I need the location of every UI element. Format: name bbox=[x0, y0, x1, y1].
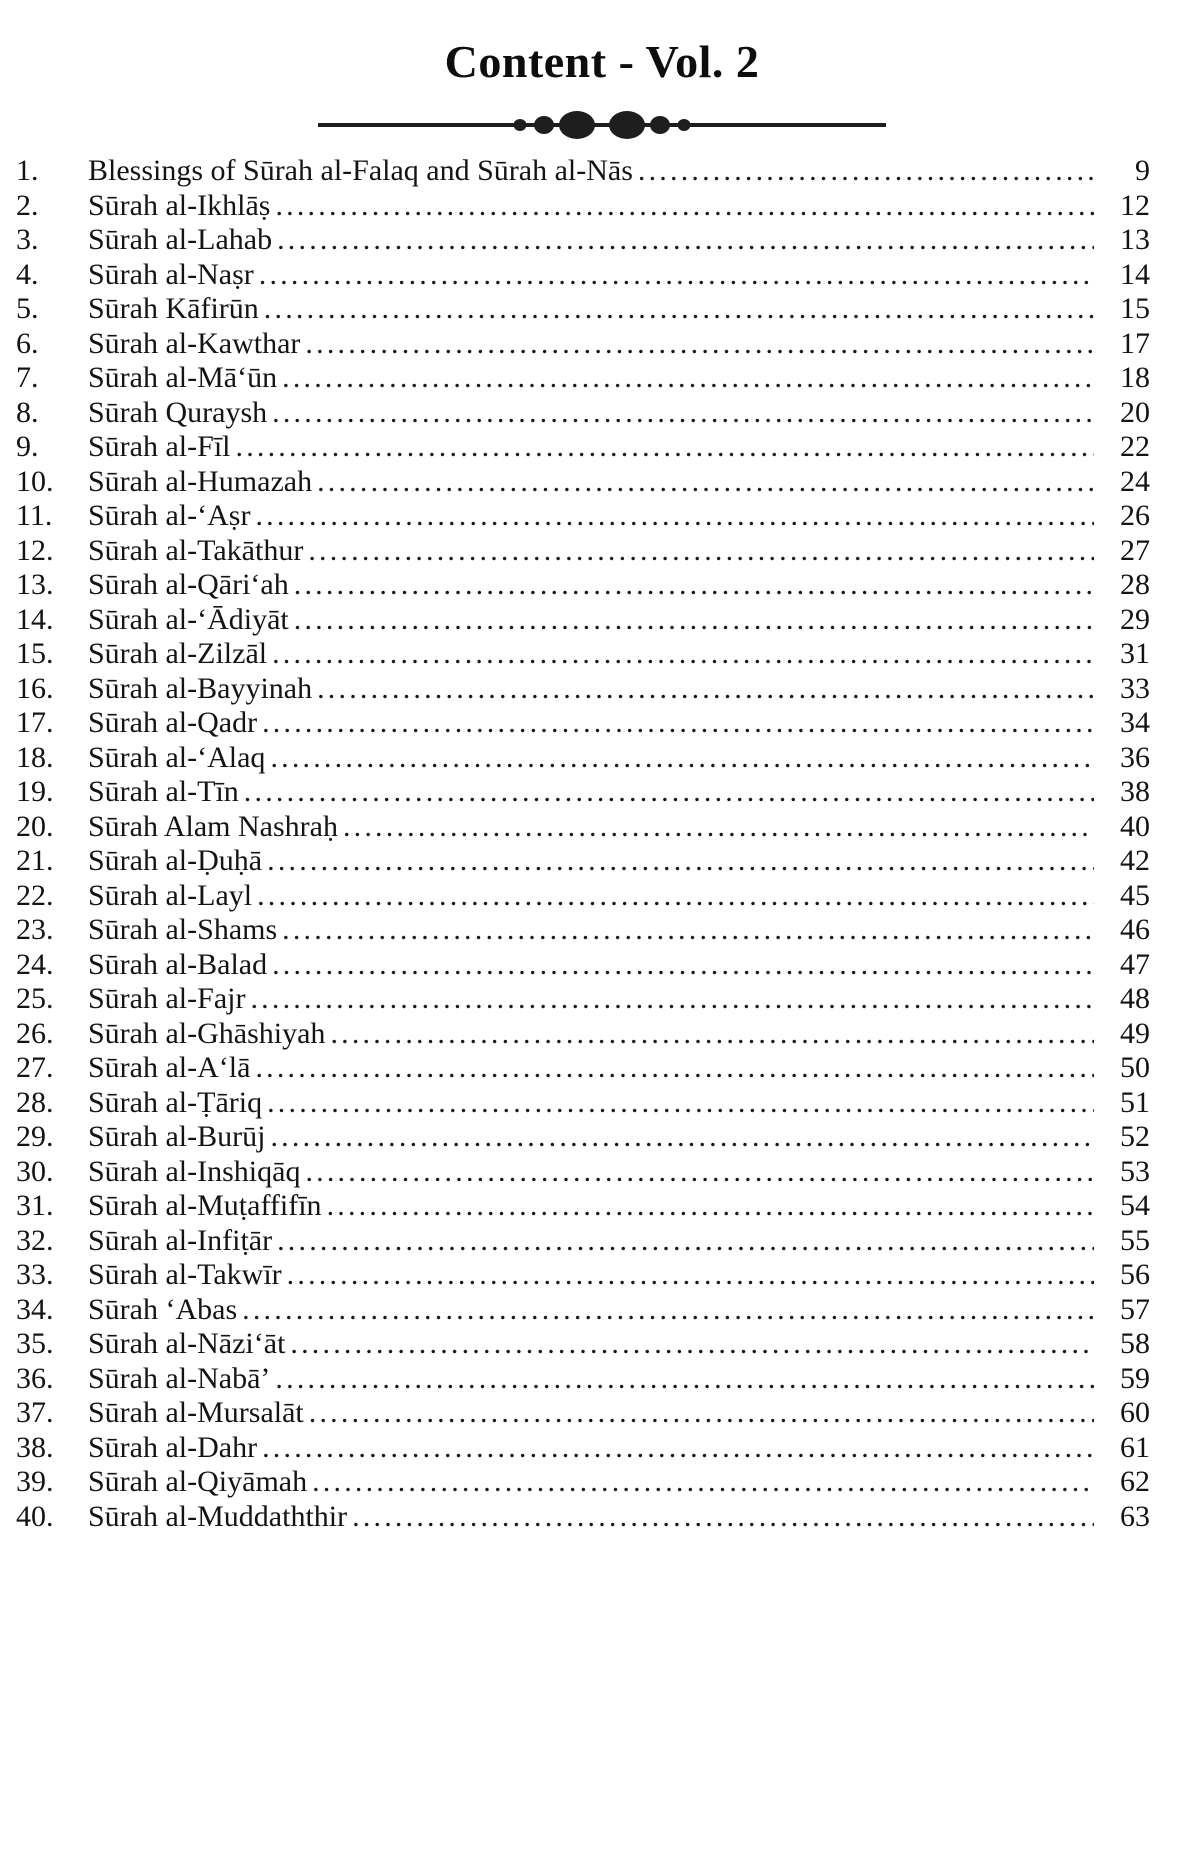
entry-page-number: 38 bbox=[1120, 775, 1150, 809]
entry-page-number: 33 bbox=[1120, 671, 1150, 705]
entry-page-number: 55 bbox=[1120, 1223, 1150, 1257]
dot-leader bbox=[300, 1155, 1094, 1190]
dot-leader bbox=[267, 396, 1094, 431]
entry-title: Sūrah al-Ikhlāṣ bbox=[88, 188, 271, 222]
toc-entry bbox=[16, 1155, 1150, 1190]
entry-page-number: 51 bbox=[1120, 1085, 1150, 1119]
entry-page-number: 24 bbox=[1120, 464, 1150, 498]
entry-page-number: 47 bbox=[1120, 947, 1150, 981]
entry-page-number: 50 bbox=[1120, 1051, 1150, 1085]
entry-title: Sūrah al-‘Aṣr bbox=[88, 499, 251, 533]
dot-leader bbox=[262, 844, 1094, 879]
entry-title: Sūrah ‘Abas bbox=[88, 1292, 238, 1326]
entry-number: 1. bbox=[16, 154, 39, 188]
entry-title: Sūrah al-Fajr bbox=[88, 982, 246, 1016]
entry-page-number: 57 bbox=[1120, 1292, 1150, 1326]
toc-entry bbox=[16, 292, 1150, 327]
ornamental-divider bbox=[316, 110, 888, 140]
entry-title: Sūrah al-Zilzāl bbox=[88, 637, 268, 671]
dot-leader bbox=[633, 154, 1094, 189]
toc-entry bbox=[16, 1293, 1150, 1328]
toc-entry bbox=[16, 1362, 1150, 1397]
dot-leader bbox=[250, 499, 1094, 534]
dot-leader bbox=[231, 430, 1095, 465]
entry-number: 17. bbox=[16, 706, 54, 740]
entry-title: Sūrah Quraysh bbox=[88, 395, 268, 429]
entry-number: 37. bbox=[16, 1396, 54, 1430]
entry-number: 4. bbox=[16, 257, 39, 291]
entry-number: 16. bbox=[16, 671, 54, 705]
dot-leader bbox=[347, 1500, 1094, 1535]
dot-leader bbox=[325, 1017, 1094, 1052]
entry-page-number: 29 bbox=[1120, 602, 1150, 636]
toc-entry bbox=[16, 396, 1150, 431]
entry-number: 29. bbox=[16, 1120, 54, 1154]
entry-title: Sūrah al-Balad bbox=[88, 947, 268, 981]
entry-page-number: 60 bbox=[1120, 1396, 1150, 1430]
entry-page-number: 34 bbox=[1120, 706, 1150, 740]
toc-entry bbox=[16, 154, 1150, 189]
toc-entry bbox=[16, 775, 1150, 810]
toc-entry bbox=[16, 1051, 1150, 1086]
page-title: Content - Vol. 2 bbox=[444, 36, 760, 87]
entry-number: 6. bbox=[16, 326, 39, 360]
entry-number: 18. bbox=[16, 740, 54, 774]
entry-page-number: 56 bbox=[1120, 1258, 1150, 1292]
entry-page-number: 62 bbox=[1120, 1465, 1150, 1499]
entry-title: Sūrah al-Nāzi‘āt bbox=[88, 1327, 286, 1361]
entry-title: Sūrah al-Inshiqāq bbox=[88, 1154, 301, 1188]
dot-leader bbox=[267, 948, 1094, 983]
dot-leader bbox=[282, 1258, 1094, 1293]
toc-entry bbox=[16, 603, 1150, 638]
dot-leader bbox=[237, 1293, 1094, 1328]
dot-leader bbox=[307, 1465, 1094, 1500]
entry-number: 13. bbox=[16, 568, 54, 602]
entry-page-number: 42 bbox=[1120, 844, 1150, 878]
dot-leader bbox=[265, 741, 1094, 776]
entry-page-number: 53 bbox=[1120, 1154, 1150, 1188]
entry-number: 28. bbox=[16, 1085, 54, 1119]
entry-title: Sūrah al-Nabā’ bbox=[88, 1361, 271, 1395]
entry-page-number: 59 bbox=[1120, 1361, 1150, 1395]
toc-entry bbox=[16, 1017, 1150, 1052]
entry-page-number: 13 bbox=[1120, 223, 1150, 257]
entry-number: 24. bbox=[16, 947, 54, 981]
entry-title: Sūrah al-Layl bbox=[88, 878, 253, 912]
entry-number: 15. bbox=[16, 637, 54, 671]
entry-number: 30. bbox=[16, 1154, 54, 1188]
toc-entry bbox=[16, 1120, 1150, 1155]
toc-entry bbox=[16, 568, 1150, 603]
entry-page-number: 40 bbox=[1120, 809, 1150, 843]
entry-number: 5. bbox=[16, 292, 39, 326]
dot-leader bbox=[259, 292, 1094, 327]
entry-page-number: 26 bbox=[1120, 499, 1150, 533]
toc-entry bbox=[16, 361, 1150, 396]
entry-number: 40. bbox=[16, 1499, 54, 1533]
entry-title: Sūrah al-‘Ādiyāt bbox=[88, 602, 289, 636]
entry-page-number: 31 bbox=[1120, 637, 1150, 671]
dot-leader bbox=[303, 534, 1094, 569]
toc-entry bbox=[16, 1086, 1150, 1121]
entry-page-number: 58 bbox=[1120, 1327, 1150, 1361]
entry-page-number: 12 bbox=[1120, 188, 1150, 222]
entry-number: 2. bbox=[16, 188, 39, 222]
entry-title: Sūrah al-Kawthar bbox=[88, 326, 301, 360]
toc-entry bbox=[16, 1258, 1150, 1293]
entry-title: Sūrah Kāfirūn bbox=[88, 292, 259, 326]
entry-number: 10. bbox=[16, 464, 54, 498]
entry-page-number: 27 bbox=[1120, 533, 1150, 567]
dot-leader bbox=[257, 706, 1094, 741]
toc-list bbox=[0, 154, 1204, 1534]
dot-leader bbox=[252, 879, 1094, 914]
entry-number: 19. bbox=[16, 775, 54, 809]
dot-leader bbox=[272, 1224, 1094, 1259]
entry-number: 35. bbox=[16, 1327, 54, 1361]
entry-page-number: 14 bbox=[1120, 257, 1150, 291]
dot-leader bbox=[338, 810, 1094, 845]
toc-entry bbox=[16, 1396, 1150, 1431]
dot-leader bbox=[257, 1431, 1094, 1466]
entry-title: Sūrah al-Mā‘ūn bbox=[88, 361, 278, 395]
dot-leader bbox=[304, 1396, 1094, 1431]
dot-leader bbox=[300, 327, 1094, 362]
entry-page-number: 54 bbox=[1120, 1189, 1150, 1223]
entry-number: 3. bbox=[16, 223, 39, 257]
toc-entry bbox=[16, 534, 1150, 569]
entry-page-number: 52 bbox=[1120, 1120, 1150, 1154]
entry-page-number: 63 bbox=[1120, 1499, 1150, 1533]
toc-entry bbox=[16, 223, 1150, 258]
entry-title: Sūrah al-Mursalāt bbox=[88, 1396, 304, 1430]
toc-entry bbox=[16, 1431, 1150, 1466]
dot-leader bbox=[250, 1051, 1094, 1086]
entry-page-number: 48 bbox=[1120, 982, 1150, 1016]
entry-title: Sūrah al-Takwīr bbox=[88, 1258, 282, 1292]
entry-page-number: 28 bbox=[1120, 568, 1150, 602]
entry-page-number: 17 bbox=[1120, 326, 1150, 360]
entry-title: Sūrah al-Humazah bbox=[88, 464, 313, 498]
dot-leader bbox=[272, 223, 1094, 258]
toc-entry bbox=[16, 706, 1150, 741]
entry-number: 25. bbox=[16, 982, 54, 1016]
dot-leader bbox=[277, 913, 1094, 948]
dot-leader bbox=[270, 189, 1094, 224]
toc-entry bbox=[16, 327, 1150, 362]
entry-title: Sūrah al-Muṭaffifīn bbox=[88, 1189, 322, 1223]
toc-entry bbox=[16, 189, 1150, 224]
toc-entry bbox=[16, 672, 1150, 707]
entry-title: Blessings of Sūrah al-Falaq and Sūrah al-Nās bbox=[88, 154, 633, 188]
toc-entry bbox=[16, 810, 1150, 845]
toc-entry bbox=[16, 844, 1150, 879]
dot-leader bbox=[277, 361, 1094, 396]
entry-number: 20. bbox=[16, 809, 54, 843]
entry-number: 34. bbox=[16, 1292, 54, 1326]
entry-title: Sūrah al-Qāri‘ah bbox=[88, 568, 289, 602]
entry-number: 33. bbox=[16, 1258, 54, 1292]
dot-leader bbox=[322, 1189, 1094, 1224]
entry-title: Sūrah al-Qiyāmah bbox=[88, 1465, 308, 1499]
entry-number: 21. bbox=[16, 844, 54, 878]
toc-entry bbox=[16, 1189, 1150, 1224]
entry-title: Sūrah al-Infiṭār bbox=[88, 1223, 273, 1257]
entry-page-number: 20 bbox=[1120, 395, 1150, 429]
entry-number: 39. bbox=[16, 1465, 54, 1499]
entry-title: Sūrah al-Ḍuḥā bbox=[88, 844, 263, 878]
entry-title: Sūrah al-Qadr bbox=[88, 706, 258, 740]
entry-title: Sūrah al-Fīl bbox=[88, 430, 231, 464]
toc-entry bbox=[16, 982, 1150, 1017]
entry-number: 7. bbox=[16, 361, 39, 395]
dot-leader bbox=[289, 568, 1094, 603]
entry-page-number: 49 bbox=[1120, 1016, 1150, 1050]
toc-entry bbox=[16, 948, 1150, 983]
toc-entry bbox=[16, 1224, 1150, 1259]
toc-entry bbox=[16, 465, 1150, 500]
entry-number: 36. bbox=[16, 1361, 54, 1395]
entry-number: 11. bbox=[16, 499, 53, 533]
entry-number: 23. bbox=[16, 913, 54, 947]
dot-leader bbox=[312, 672, 1094, 707]
toc-entry bbox=[16, 1465, 1150, 1500]
entry-page-number: 46 bbox=[1120, 913, 1150, 947]
entry-title: Sūrah al-A‘lā bbox=[88, 1051, 251, 1085]
entry-title: Sūrah al-Tīn bbox=[88, 775, 239, 809]
dot-leader bbox=[245, 982, 1094, 1017]
entry-title: Sūrah al-Bayyinah bbox=[88, 671, 313, 705]
toc-entry bbox=[16, 879, 1150, 914]
dot-leader bbox=[312, 465, 1094, 500]
entry-number: 14. bbox=[16, 602, 54, 636]
entry-page-number: 9 bbox=[1135, 154, 1150, 188]
toc-entry bbox=[16, 637, 1150, 672]
entry-title: Sūrah al-Burūj bbox=[88, 1120, 266, 1154]
dot-leader bbox=[267, 637, 1094, 672]
toc-entry bbox=[16, 430, 1150, 465]
entry-number: 26. bbox=[16, 1016, 54, 1050]
dot-leader bbox=[265, 1120, 1094, 1155]
entry-title: Sūrah al-Muddaththir bbox=[88, 1499, 348, 1533]
entry-title: Sūrah al-Lahab bbox=[88, 223, 273, 257]
entry-number: 9. bbox=[16, 430, 39, 464]
entry-number: 27. bbox=[16, 1051, 54, 1085]
entry-title: Sūrah al-Takāthur bbox=[88, 533, 304, 567]
dot-leader bbox=[285, 1327, 1094, 1362]
entry-page-number: 36 bbox=[1120, 740, 1150, 774]
toc-entry bbox=[16, 499, 1150, 534]
divider-ornament-icon bbox=[316, 110, 888, 140]
dot-leader bbox=[262, 1086, 1094, 1121]
entry-page-number: 45 bbox=[1120, 878, 1150, 912]
dot-leader bbox=[289, 603, 1094, 638]
toc-entry bbox=[16, 1500, 1150, 1535]
entry-title: Sūrah al-Naṣr bbox=[88, 257, 254, 291]
toc-entry bbox=[16, 913, 1150, 948]
entry-page-number: 18 bbox=[1120, 361, 1150, 395]
toc-entry bbox=[16, 741, 1150, 776]
entry-title: Sūrah al-Shams bbox=[88, 913, 278, 947]
entry-title: Sūrah al-Ṭāriq bbox=[88, 1085, 263, 1119]
dot-leader bbox=[239, 775, 1094, 810]
entry-number: 12. bbox=[16, 533, 54, 567]
entry-number: 22. bbox=[16, 878, 54, 912]
entry-number: 8. bbox=[16, 395, 39, 429]
entry-title: Sūrah al-‘Alaq bbox=[88, 740, 266, 774]
entry-title: Sūrah Alam Nashraḥ bbox=[88, 809, 338, 843]
entry-title: Sūrah al-Dahr bbox=[88, 1430, 258, 1464]
entry-title: Sūrah al-Ghāshiyah bbox=[88, 1016, 326, 1050]
toc-entry bbox=[16, 1327, 1150, 1362]
entry-page-number: 61 bbox=[1120, 1430, 1150, 1464]
toc-entry bbox=[16, 258, 1150, 293]
entry-number: 32. bbox=[16, 1223, 54, 1257]
dot-leader bbox=[254, 258, 1094, 293]
entry-page-number: 22 bbox=[1120, 430, 1150, 464]
entry-number: 38. bbox=[16, 1430, 54, 1464]
entry-page-number: 15 bbox=[1120, 292, 1150, 326]
entry-number: 31. bbox=[16, 1189, 54, 1223]
dot-leader bbox=[270, 1362, 1094, 1397]
